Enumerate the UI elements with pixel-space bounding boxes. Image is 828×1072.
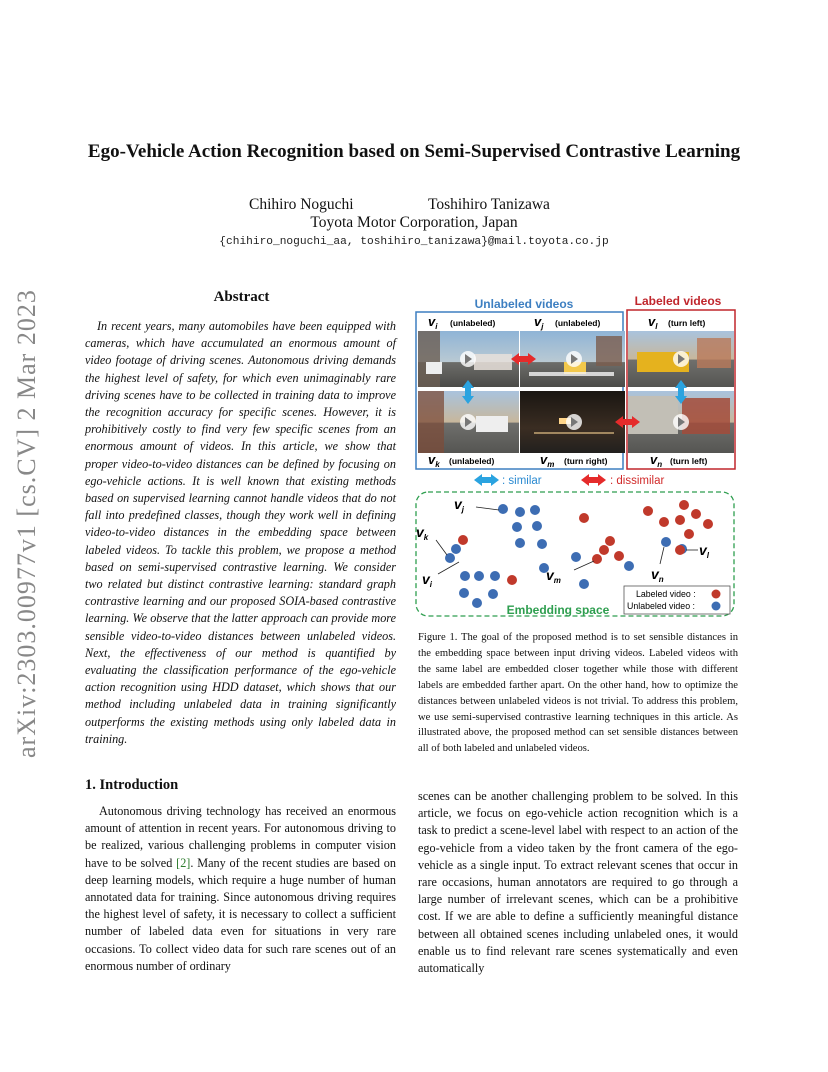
unlabeled-video-dot xyxy=(515,507,525,517)
labeled-video-dot xyxy=(675,515,685,525)
labeled-video-dot xyxy=(703,519,713,529)
point-label-vm: $v_m$ xyxy=(546,567,561,585)
labeled-video-dot xyxy=(599,545,609,555)
play-icon xyxy=(673,414,689,430)
labeled-video-dot xyxy=(614,551,624,561)
video-label-vk: $v_k$ xyxy=(428,452,440,469)
play-icon xyxy=(566,414,582,430)
unlabeled-video-dot xyxy=(460,571,470,581)
labeled-video-dot xyxy=(592,554,602,564)
play-icon xyxy=(460,414,476,430)
figure-caption: Figure 1. The goal of the proposed method is to set sensible distances in the embedding space between input driving videos. Labeled videos with the same label are embedded closer together while those with different labels are embedded farther apart. On the other hand, how to optimize the distances between unlabeled videos is not trivial. To address this problem, we use semi-supervised contrastive learning techniques in this article. As illustrated above, the proposed method can set sensible distances between all of both labeled and unlabeled videos. xyxy=(418,632,738,755)
labeled-video-dot xyxy=(643,506,653,516)
abstract-heading: Abstract xyxy=(213,289,270,305)
similar-legend-icon xyxy=(474,474,499,486)
video-label-vi: $v_i$ xyxy=(428,314,438,331)
legend-unlabeled-label: Unlabeled video : xyxy=(627,601,695,611)
play-icon xyxy=(460,351,476,367)
legend-labeled-dot xyxy=(712,590,721,599)
unlabeled-video-dot xyxy=(624,561,634,571)
labeled-video-dot xyxy=(675,545,685,555)
video-tag: (unlabeled) xyxy=(449,456,495,466)
unlabeled-video-dot xyxy=(451,544,461,554)
unlabeled-videos-header: Unlabeled videos xyxy=(474,297,574,311)
point-label-vl: $v_l$ xyxy=(699,542,710,560)
leader-line xyxy=(436,540,447,555)
unlabeled-video-dot xyxy=(498,504,508,514)
unlabeled-video-dot xyxy=(472,598,482,608)
video-label-vj: $v_j$ xyxy=(534,314,544,331)
video-tag: (turn right) xyxy=(564,456,608,466)
section-heading: 1. Introduction xyxy=(85,777,179,793)
bottom-video-labels xyxy=(428,452,707,469)
intro-paragraph xyxy=(85,803,396,975)
point-label-vn: $v_n$ xyxy=(651,566,664,584)
author-email: {chihiro_noguchi_aa, toshihiro_tanizawa}@mail.toyota.co.jp xyxy=(219,236,609,248)
video-tag: (turn left) xyxy=(670,456,708,466)
intro-text: . Many of the recent studies are based on deep learning models, which require a huge number of human annotated data for training. Since autonomous driving requires the highest level of safety, it is necessary to collect a sufficient number of labeled data even for situations in very rare occasions. To collect video data for such rare scenes out of an enormous number of ordinary xyxy=(85,855,396,973)
arxiv-identifier: arXiv:2303.00977v1 [cs.CV] 2 Mar 2023 xyxy=(12,289,41,758)
labeled-video-dot xyxy=(458,535,468,545)
similar-legend-label: : similar xyxy=(502,475,542,487)
leader-line xyxy=(476,507,499,510)
citation-link[interactable]: [2] xyxy=(176,855,191,870)
video-tag: (unlabeled) xyxy=(555,318,601,328)
point-label-vi: $v_i$ xyxy=(422,571,433,589)
leader-line xyxy=(438,562,459,574)
dissimilar-legend-icon xyxy=(581,474,606,486)
unlabeled-video-dot xyxy=(579,579,589,589)
labeled-video-dot xyxy=(679,500,689,510)
legend-unlabeled-dot xyxy=(712,602,721,611)
abstract-text: In recent years, many automobiles have been equipped with cameras, which have accumulated an enormous amount of video footage of driving scenes. Autonomous driving demands the highest level of safety, for which even unimaginably rare driving scenes have to be collected in training data to improve the recognition accuracy for specific scenes. However, it is prohibitively costly to find very few specific scenes from an enormous amount of videos. In this article, we show that proper video-to-video distances can be defined by focusing on ego-vehicle actions. It is well known that existing methods based on supervised learning cannot handle videos that do not fall into predefined classes, though they work well in defining video-to-video distances in the embedding space between labeled videos. To tackle this problem, we propose a method based on semi-supervised contrastive learning. We consider two related but distinct contrastive learning: standard graph contrastive learning and our proposed SOIA-based contrastive learning. We observe that the latter approach can provide more sensible video-to-video distances between unlabeled videos. Next, the effectiveness of our method is quantified by evaluating the classification performance of the ego-vehicle action recognition using HDD dataset, which shows that our method including unlabeled data in training significantly outperforms the existing methods using only labeled data in training. xyxy=(85,319,396,746)
affiliation: Toyota Motor Corporation, Japan xyxy=(310,214,518,231)
unlabeled-video-dot xyxy=(532,521,542,531)
paper-title: Ego-Vehicle Action Recognition based on Semi-Supervised Contrastive Learning xyxy=(87,141,741,162)
abstract-body xyxy=(85,318,396,748)
video-tag: (turn left) xyxy=(668,318,706,328)
leader-line xyxy=(660,547,664,564)
unlabeled-video-dot xyxy=(530,505,540,515)
intro-left-column xyxy=(85,803,396,975)
labeled-videos-header: Labeled videos xyxy=(634,294,722,308)
play-icon xyxy=(673,351,689,367)
dot-legend xyxy=(624,586,730,614)
labeled-video-dot xyxy=(605,536,615,546)
unlabeled-video-dot xyxy=(488,589,498,599)
labeled-video-dot xyxy=(579,513,589,523)
unlabeled-video-dot xyxy=(474,571,484,581)
figure-1 xyxy=(414,292,740,620)
dissimilar-legend-label: : dissimilar xyxy=(610,475,665,487)
video-label-vn: $v_n$ xyxy=(650,452,663,469)
unlabeled-video-dot xyxy=(515,538,525,548)
labeled-video-dot xyxy=(691,509,701,519)
author-name: Toshihiro Tanizawa xyxy=(428,196,550,213)
point-label-vk: $v_k$ xyxy=(416,524,429,542)
point-label-vj: $v_j$ xyxy=(454,496,465,514)
unlabeled-video-dot xyxy=(512,522,522,532)
unlabeled-video-dot xyxy=(490,571,500,581)
author-name: Chihiro Noguchi xyxy=(249,196,354,213)
labeled-video-dot xyxy=(659,517,669,527)
labeled-video-dot xyxy=(684,529,694,539)
intro-text: Autonomous driving technology has received an enormous amount of attention in recent years. For autonomous driving to be realized, various challenging problems in computer vision have to be solved xyxy=(85,804,396,870)
legend-labeled-label: Labeled video : xyxy=(636,589,696,599)
embedding-space-label: Embedding space xyxy=(506,603,610,617)
video-label-vl: $v_l$ xyxy=(648,314,658,331)
video-label-vm: $v_m$ xyxy=(540,452,555,469)
leader-line xyxy=(574,561,594,570)
unlabeled-video-dot xyxy=(459,588,469,598)
intro-paragraph: scenes can be another challenging problem to be solved. In this article, we focus on ego-vehicle action recognition which is a task to predict a scene-level label with respect to an action of the ego-vehicle from a video taken by the front camera of the ego-vehicle as a single input. To extract relevant scenes that occur in rare occasions, human annotators are required to go through a large number of irrelevant scenes, which can be a prohibitive cost. If we are able to define a sufficiently meaningful distance between all obtained scenes including unlabeled ones, it would enable us to find relevant rare scenes systematically and even automatically xyxy=(418,789,738,976)
play-icon xyxy=(566,351,582,367)
unlabeled-video-dot xyxy=(571,552,581,562)
unlabeled-video-dot xyxy=(537,539,547,549)
unlabeled-video-dot xyxy=(661,537,671,547)
video-tag: (unlabeled) xyxy=(450,318,496,328)
top-video-labels xyxy=(428,314,705,331)
intro-right-column xyxy=(418,788,738,977)
labeled-video-dot xyxy=(507,575,517,585)
